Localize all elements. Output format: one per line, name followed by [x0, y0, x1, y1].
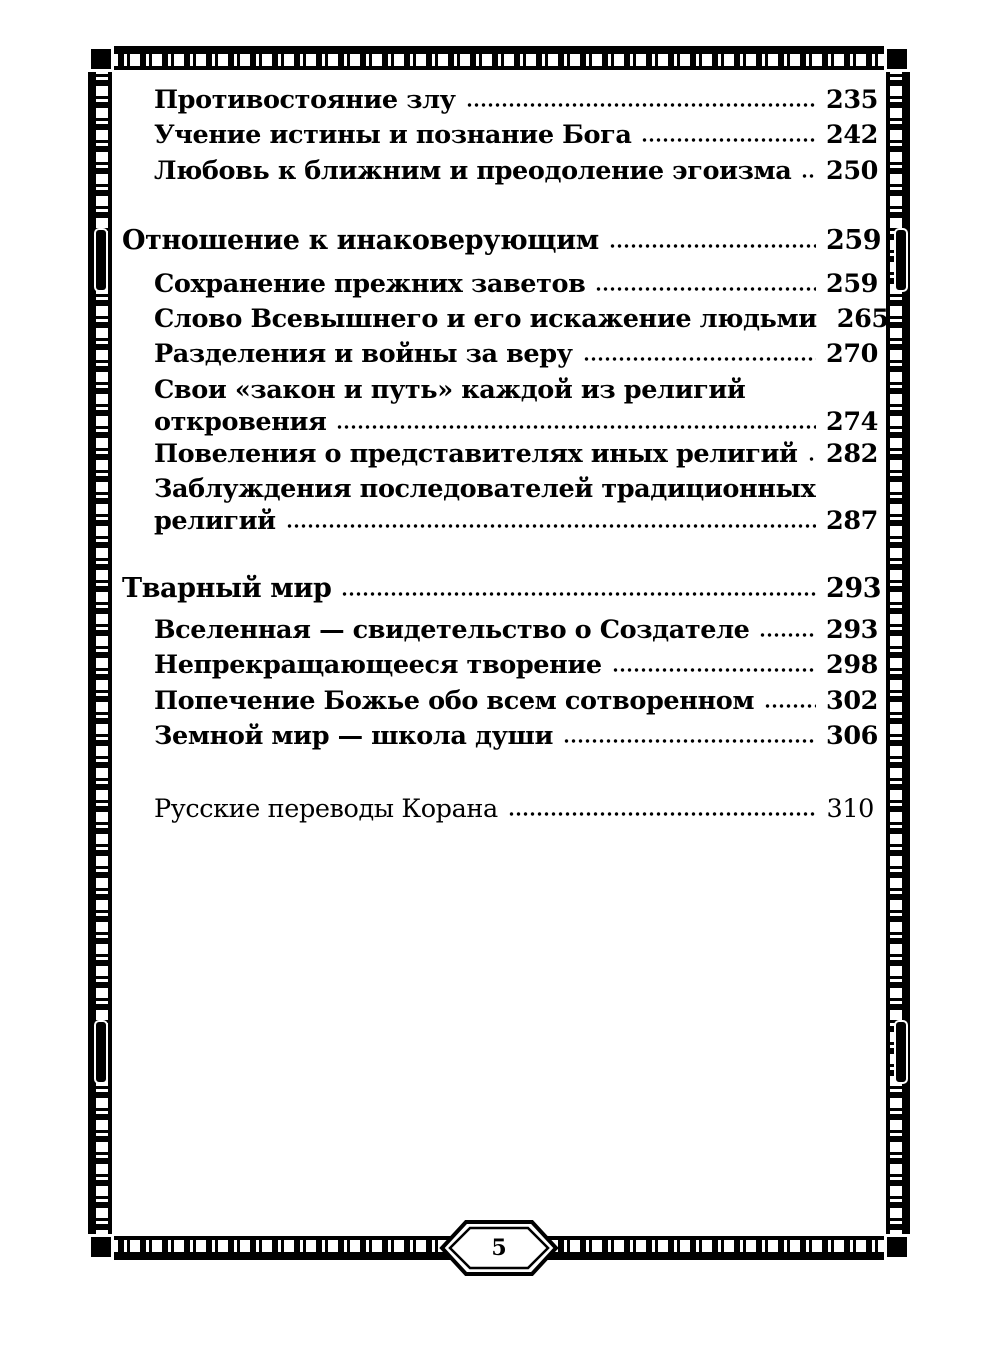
- toc-entry-title: Учение истины и познание Бога: [154, 120, 632, 150]
- toc-entry-page: 259: [826, 269, 879, 299]
- toc-entry: [154, 649, 879, 681]
- toc-entry: [154, 338, 879, 370]
- page-number: 5: [491, 1235, 507, 1261]
- toc-dot-leader: [808, 457, 816, 461]
- toc-entry-page: 265: [836, 304, 889, 334]
- toc-dot-leader: [466, 103, 816, 107]
- toc-entry-page: 293: [826, 615, 879, 645]
- toc-entry-title: Разделения и войны за веру: [154, 339, 573, 369]
- toc-entry: [154, 303, 889, 335]
- toc-entry: [154, 720, 879, 752]
- toc-entry-page: 293: [826, 573, 882, 604]
- toc-entry-title: Непрекращающееся творение: [154, 650, 602, 680]
- toc-dot-leader: [764, 704, 816, 708]
- toc-entry: [154, 268, 879, 300]
- toc-entry-title: Отношение к инаковерующим: [122, 225, 599, 256]
- page-number-badge: [438, 1218, 560, 1278]
- toc-entry-page: 235: [826, 85, 879, 115]
- toc-entry-title: Сохранение прежних заветов: [154, 269, 586, 299]
- toc-entry: [154, 614, 879, 646]
- toc-entry-title: Свои «закон и путь» каждой из религий: [154, 375, 746, 405]
- toc-dot-leader: [595, 287, 816, 291]
- toc-entry-title: Повеления о представителях иных религий: [154, 439, 798, 469]
- toc-dot-leader: [563, 739, 816, 743]
- toc-entry: [154, 793, 874, 825]
- toc-entry: [154, 119, 879, 151]
- toc-dot-leader: [759, 633, 816, 637]
- toc-entry-title: Тварный мир: [122, 573, 332, 604]
- toc-entry-title-continued: откровения: [154, 407, 327, 437]
- toc-dot-leader: [641, 138, 816, 142]
- toc-dot-leader: [583, 357, 816, 361]
- toc-dot-leader: [612, 668, 816, 672]
- toc-entry-page: 259: [826, 225, 882, 256]
- toc-entry-title-continued: религий: [154, 506, 276, 536]
- toc-entry-page: 270: [826, 339, 879, 369]
- toc-entry-page: 282: [826, 439, 879, 469]
- toc-entry-second-line: [154, 505, 879, 537]
- toc-section-heading: [122, 225, 882, 257]
- toc-dot-leader: [336, 425, 816, 429]
- toc-entry-title: Слово Всевышнего и его искажение людьми: [154, 304, 817, 334]
- toc-entry: [154, 438, 879, 470]
- toc-entry-second-line: [154, 406, 879, 438]
- toc-entry-title: Любовь к ближним и преодоление эгоизма: [154, 156, 792, 186]
- toc-dot-leader: [341, 592, 816, 596]
- toc-entry-page: 287: [826, 506, 879, 536]
- toc-entry-title: Вселенная — свидетельство о Создателе: [154, 615, 750, 645]
- toc-entry-page: 310: [826, 794, 874, 824]
- toc-entry-title: Заблуждения последователей традиционных: [154, 474, 816, 504]
- toc-entry-title: Противостояние злу: [154, 85, 456, 115]
- toc-entry-multiline: [154, 473, 879, 537]
- toc-dot-leader: [609, 244, 816, 248]
- toc-entry: [154, 685, 879, 717]
- toc-entry-title: Русские переводы Корана: [154, 794, 498, 824]
- toc-entry-title: Попечение Божье обо всем сотворенном: [154, 686, 755, 716]
- toc-entry-multiline: [154, 374, 879, 438]
- toc-entry-page: 306: [826, 721, 879, 751]
- toc-entry-page: 250: [826, 156, 879, 186]
- toc-section-heading: [122, 573, 882, 605]
- toc-entry-title: Земной мир — школа души: [154, 721, 554, 751]
- toc-entry: [154, 155, 879, 187]
- toc-dot-leader: [801, 174, 816, 178]
- toc-entry-page: 242: [826, 120, 879, 150]
- toc-dot-leader: [508, 812, 816, 816]
- toc-entry-page: 274: [826, 407, 879, 437]
- toc-entry-page: 298: [826, 650, 879, 680]
- toc-dot-leader: [286, 524, 816, 528]
- toc-entry: [154, 84, 879, 116]
- toc-entry-page: 302: [826, 686, 879, 716]
